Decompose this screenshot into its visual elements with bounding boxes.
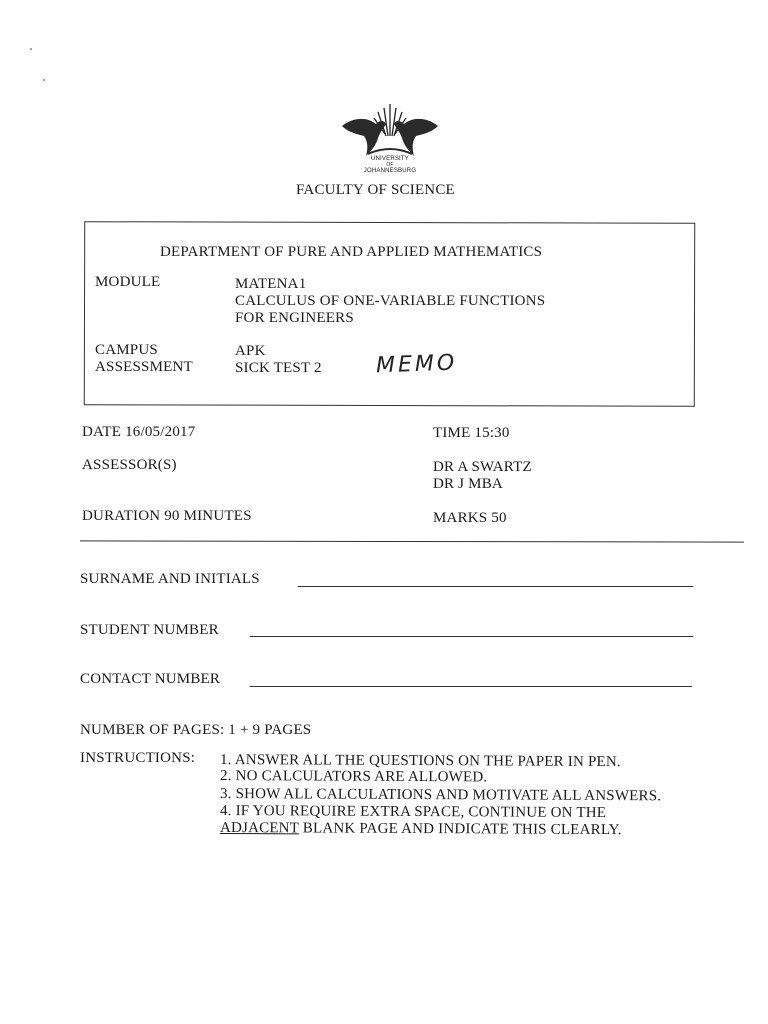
campus-value: APK — [235, 343, 266, 359]
university-name-line3: JOHANNESBURG — [363, 168, 417, 174]
contact-number-field[interactable] — [250, 686, 692, 687]
university-name-line2: OF — [386, 162, 394, 168]
department-title: DEPARTMENT OF PURE AND APPLIED MATHEMATICS — [160, 244, 543, 260]
campus-label: CAMPUS — [95, 342, 158, 358]
instructions-label: INSTRUCTIONS: — [80, 750, 196, 766]
module-title-line2: FOR ENGINEERS — [235, 310, 354, 326]
exam-time: TIME 15:30 — [433, 425, 510, 441]
university-name — [330, 156, 450, 175]
student-number-field[interactable] — [250, 636, 693, 637]
student-number-label: STUDENT NUMBER — [80, 622, 219, 638]
surname-label: SURNAME AND INITIALS — [80, 571, 260, 587]
contact-number-label: CONTACT NUMBER — [80, 671, 221, 687]
assessors-label: ASSESSOR(S) — [82, 457, 177, 473]
instruction-3: 3. SHOW ALL CALCULATIONS AND MOTIVATE ALL ANSWERS. — [219, 786, 662, 805]
exam-duration: DURATION 90 MINUTES — [82, 508, 252, 524]
surname-field[interactable] — [298, 586, 693, 587]
instruction-2: 2. NO CALCULATORS ARE ALLOWED. — [219, 768, 488, 786]
university-name-line1: UNIVERSITY — [370, 156, 409, 162]
module-title-line1: CALCULUS OF ONE-VARIABLE FUNCTIONS — [235, 293, 546, 309]
adjacent-emphasis: ADJACENT — [219, 820, 299, 837]
assessor-2: DR J MBA — [433, 476, 503, 492]
faculty-title: FACULTY OF SCIENCE — [296, 182, 455, 198]
instruction-4-line2 — [220, 820, 622, 839]
section-divider — [80, 540, 744, 542]
instruction-4-line1: 4. IF YOU REQUIRE EXTRA SPACE, CONTINUE ON THE — [219, 803, 607, 822]
module-code: MATENA1 — [235, 276, 307, 292]
assessment-value: SICK TEST 2 — [235, 360, 322, 376]
exam-marks: MARKS 50 — [433, 510, 507, 526]
assessor-1: DR A SWARTZ — [433, 459, 532, 475]
handwritten-memo-note: MEMO — [375, 350, 458, 379]
assessment-label: ASSESSMENT — [95, 359, 193, 375]
scan-speck — [43, 79, 45, 81]
number-of-pages: NUMBER OF PAGES: 1 + 9 PAGES — [80, 722, 312, 738]
scan-speck — [30, 48, 32, 50]
exam-date: DATE 16/05/2017 — [82, 424, 196, 440]
instruction-1: 1. ANSWER ALL THE QUESTIONS ON THE PAPER IN PEN. — [219, 752, 621, 771]
instruction-4-line2-rest: BLANK PAGE AND INDICATE THIS CLEARLY. — [298, 820, 622, 839]
module-label: MODULE — [95, 274, 161, 290]
